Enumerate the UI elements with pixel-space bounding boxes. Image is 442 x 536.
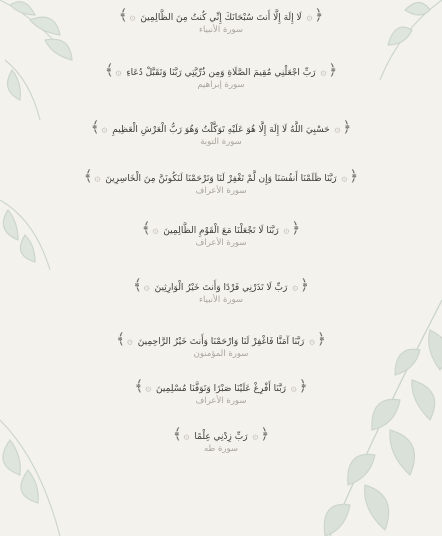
dua-item (0, 116, 442, 156)
dua-item (0, 328, 442, 368)
surah-name: سورة الأنبياء (198, 295, 244, 305)
dua-text: رَبَّنَا لَا تَجْعَلْنَا مَعَ الْقَوْمِ الظَّالِمِينَ (163, 226, 279, 236)
dua-item (0, 423, 442, 463)
ornate-bracket-open-icon: ﴿ (342, 118, 352, 136)
flower-ornament-icon: ۞ (94, 173, 101, 184)
ornate-bracket-open-icon: ﴿ (298, 377, 308, 395)
flower-ornament-icon: ۞ (129, 12, 136, 23)
dua-item (0, 274, 442, 314)
flower-ornament-icon: ۞ (127, 336, 133, 347)
ornate-bracket-close-icon: ﴾ (118, 6, 128, 24)
flower-ornament-icon: ۞ (283, 225, 290, 236)
dua-text: رَبَّنَا آمَنَّا فَاغْفِرْ لَنَا وَارْحَمْنَا وَأَنتَ خَيْرُ الرَّاحِمِينَ (137, 337, 305, 347)
dua-text: رَبَّنَا أَفْرِغْ عَلَيْنَا صَبْرًا وَتَوَفَّنَا مُسْلِمِينَ (156, 384, 286, 394)
dua-text: رَبَّنَا ظَلَمْنَا أَنفُسَنَا وَإِن لَّمْ تَغْفِرْ لَنَا وَتَرْحَمْنَا لَنَكُونَنَّ مِنَ الْخَاسِرِينَ (105, 174, 337, 184)
flower-ornament-icon: ۞ (309, 336, 315, 347)
dua-item (0, 217, 442, 257)
flower-ornament-icon: ۞ (341, 173, 348, 184)
ornate-bracket-close-icon: ﴾ (116, 330, 126, 348)
surah-name: سورة المؤمنون (193, 349, 249, 359)
dua-text: رَبِّ زِدْنِي عِلْمًا (194, 432, 248, 442)
dua-text: رَبِّ اجْعَلْنِي مُقِيمَ الصَّلَاةِ وَمِن ذُرِّيَّتِي رَبَّنَا وَتَقَبَّلْ دُعَاءِ (126, 68, 316, 78)
ornate-bracket-open-icon: ﴿ (314, 6, 324, 24)
ornate-bracket-open-icon: ﴿ (300, 276, 309, 294)
ornate-bracket-close-icon: ﴾ (90, 118, 100, 136)
flower-ornament-icon: ۞ (152, 225, 159, 236)
flower-ornament-icon: ۞ (252, 431, 259, 442)
ornate-bracket-open-icon: ﴿ (316, 330, 326, 348)
flower-ornament-icon: ۞ (143, 282, 150, 293)
ornate-bracket-close-icon: ﴾ (83, 167, 93, 185)
dua-item (0, 4, 442, 44)
flower-ornament-icon: ۞ (292, 282, 299, 293)
dua-text: لَا إِلَهَ إِلَّا أَنتَ سُبْحَانَكَ إِنِّي كُنتُ مِنَ الظَّالِمِينَ (140, 13, 302, 23)
ornate-bracket-close-icon: ﴾ (172, 425, 182, 443)
flower-ornament-icon: ۞ (320, 67, 327, 78)
flower-ornament-icon: ۞ (101, 124, 108, 135)
ornate-bracket-close-icon: ﴾ (133, 276, 142, 294)
ornate-bracket-open-icon: ﴿ (291, 219, 301, 237)
ornate-bracket-open-icon: ﴿ (328, 61, 338, 79)
dua-item (0, 59, 442, 99)
dua-text: حَسْبِيَ اللَّهُ لَا إِلَهَ إِلَّا هُوَ عَلَيْهِ تَوَكَّلْتُ وَهُوَ رَبُّ الْعَرْشِ الْعَظِيمِ (112, 125, 330, 135)
flower-ornament-icon: ۞ (334, 124, 341, 135)
surah-name: سورة التوبة (200, 137, 242, 147)
flower-ornament-icon: ۞ (145, 383, 152, 394)
ornate-bracket-close-icon: ﴾ (141, 219, 151, 237)
flower-ornament-icon: ۞ (115, 67, 122, 78)
flower-ornament-icon: ۞ (306, 12, 313, 23)
surah-name: سورة الأعراف (195, 396, 247, 406)
flower-ornament-icon: ۞ (290, 383, 297, 394)
ornate-bracket-close-icon: ﴾ (134, 377, 144, 395)
dua-item (0, 375, 442, 415)
surah-name: سورة الأعراف (195, 238, 247, 248)
surah-name: سورة الأعراف (195, 186, 247, 196)
dua-text: رَبِّ لَا تَذَرْنِي فَرْدًا وَأَنتَ خَيْرُ الْوَارِثِينَ (154, 283, 288, 293)
ornate-bracket-open-icon: ﴿ (260, 425, 270, 443)
ornate-bracket-open-icon: ﴿ (349, 167, 359, 185)
flower-ornament-icon: ۞ (183, 431, 190, 442)
surah-name: سورة إبراهيم (197, 80, 245, 90)
surah-name: سورة طه (203, 444, 239, 454)
ornate-bracket-close-icon: ﴾ (104, 61, 114, 79)
surah-name: سورة الأنبياء (198, 25, 244, 35)
dua-item (0, 165, 442, 205)
